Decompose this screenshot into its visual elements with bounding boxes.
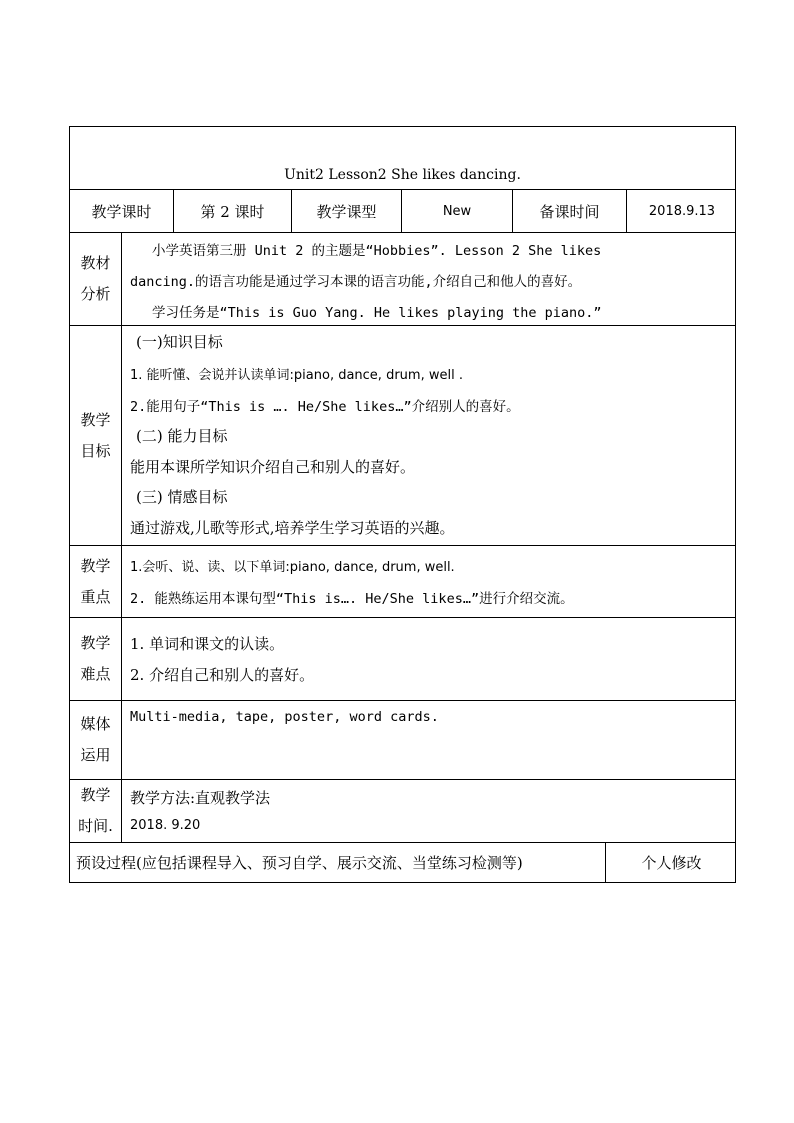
goal-line-emotion: 通过游戏,儿歌等形式,培养学生学习英语的兴趣。 xyxy=(130,519,455,537)
method-label-line2: 时间. xyxy=(78,817,113,835)
difficulties-label xyxy=(70,618,122,700)
key-points-label xyxy=(70,546,122,617)
footer-row xyxy=(70,843,735,882)
difficulties-content xyxy=(122,618,735,700)
key-points-content xyxy=(122,546,735,617)
prep-date-label: 备课时间 xyxy=(513,190,627,232)
difficulties-row xyxy=(70,618,735,701)
goal-line-sentence: 2.能用句子“This is …. He/She likes…”介绍别人的喜好。 xyxy=(130,399,520,415)
goal-line-words: 1. 能听懂、会说并认读单词:piano, dance, drum, well . xyxy=(130,368,463,383)
prep-date-value: 2018.9.13 xyxy=(648,203,716,219)
method-row xyxy=(70,780,735,843)
media-content xyxy=(122,701,735,779)
difficulties-label-line1: 教学 xyxy=(80,634,111,652)
media-label xyxy=(70,701,122,779)
title-row xyxy=(70,127,735,190)
difficulty-line2: 2. 介绍自己和别人的喜好。 xyxy=(130,666,315,684)
media-label-line1: 媒体 xyxy=(80,715,111,733)
lesson-type-value: New xyxy=(402,190,513,232)
goals-label xyxy=(70,326,122,545)
media-label-line2: 运用 xyxy=(80,746,111,764)
media-line1: Multi-media, tape, poster, word cards. xyxy=(130,709,439,725)
key-points-label-line2: 重点 xyxy=(80,587,111,606)
lesson-plan-table xyxy=(69,126,736,883)
personal-revision-label: 个人修改 xyxy=(641,854,702,872)
key-points-label-line1: 教学 xyxy=(80,556,111,575)
goal-heading-knowledge: (一)知识目标 xyxy=(136,333,223,351)
analysis-row xyxy=(70,233,735,326)
goals-label-line2: 目标 xyxy=(80,441,111,460)
key-point-line1: 1.会听、说、读、以下单词:piano, dance, drum, well. xyxy=(130,560,455,575)
key-points-row xyxy=(70,546,735,618)
goal-heading-emotion: (三) 情感目标 xyxy=(136,488,228,506)
analysis-line3: 学习任务是“This is Guo Yang. He likes playing the piano.” xyxy=(152,305,602,321)
method-label-line1: 教学 xyxy=(80,786,111,804)
media-row xyxy=(70,701,735,780)
process-label: 预设过程(应包括课程导入、预习自学、展示交流、当堂练习检测等) xyxy=(70,843,606,882)
hours-value: 第 2 课时 xyxy=(174,190,292,232)
info-row xyxy=(70,190,735,233)
lesson-title: Unit2 Lesson2 She likes dancing. xyxy=(284,167,521,183)
goals-row xyxy=(70,326,735,546)
analysis-label xyxy=(70,233,122,325)
method-label xyxy=(70,780,122,842)
lesson-type-label: 教学课型 xyxy=(292,190,402,232)
analysis-line1: 小学英语第三册 Unit 2 的主题是“Hobbies”. Lesson 2 She likes xyxy=(152,243,602,259)
method-line1: 教学方法:直观教学法 xyxy=(130,789,271,807)
analysis-label-line1: 教材 xyxy=(80,254,111,272)
difficulty-line1: 1. 单词和课文的认读。 xyxy=(130,635,285,653)
goals-content xyxy=(122,326,735,545)
analysis-line2: dancing.的语言功能是通过学习本课的语言功能,介绍自己和他人的喜好。 xyxy=(130,274,582,290)
analysis-content xyxy=(122,233,735,325)
goal-line-ability: 能用本课所学知识介绍自己和别人的喜好。 xyxy=(130,458,416,476)
key-point-line2: 2. 能熟练运用本课句型“This is…. He/She likes…”进行介绍交流。 xyxy=(130,591,574,607)
method-content xyxy=(122,780,735,842)
hours-label: 教学课时 xyxy=(70,190,174,232)
goal-heading-ability: (二) 能力目标 xyxy=(136,427,228,445)
method-line2: 2018. 9.20 xyxy=(130,818,201,833)
difficulties-label-line2: 难点 xyxy=(80,665,111,683)
goals-label-line1: 教学 xyxy=(80,410,111,429)
analysis-label-line2: 分析 xyxy=(80,285,111,303)
